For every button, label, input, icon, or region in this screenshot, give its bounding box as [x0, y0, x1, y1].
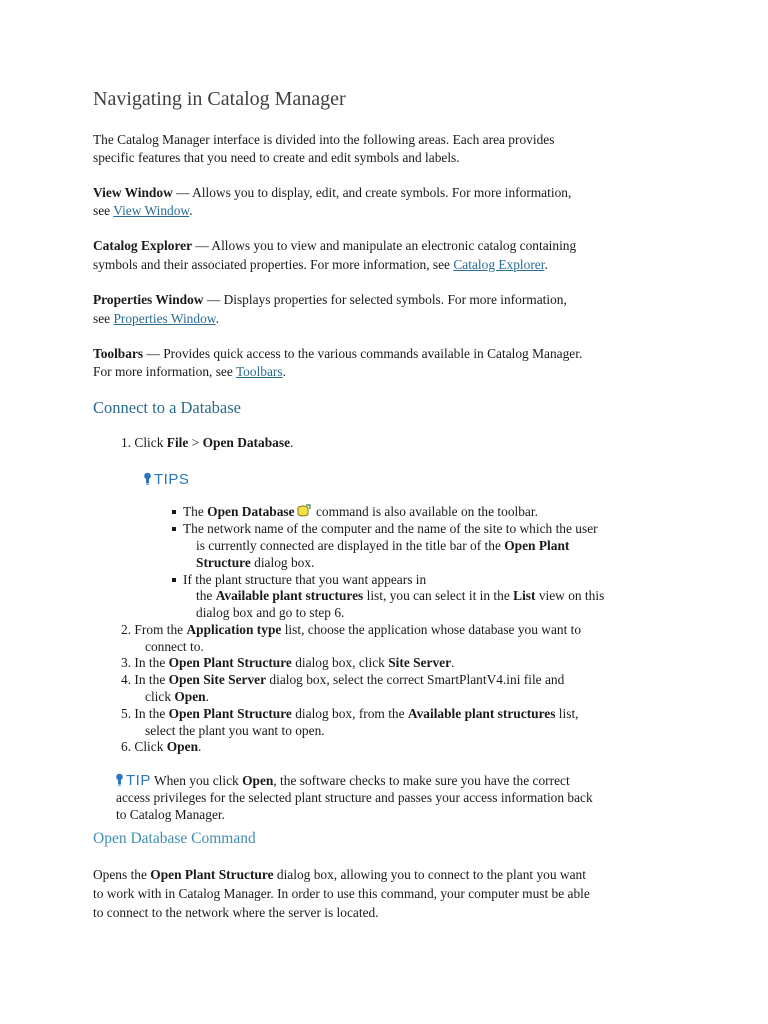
- open-site-server-term: Open Site Server: [168, 672, 267, 687]
- open-plant-term: Open Plant: [504, 538, 570, 553]
- tip-text: If the plant structure that you want appears in: [183, 572, 427, 587]
- step-text: dialog box, click: [291, 655, 389, 670]
- open-database-command-heading: Open Database Command: [93, 830, 256, 847]
- menu-file: File: [166, 435, 189, 450]
- tip-bullet-2-line-3: [196, 554, 314, 572]
- tip-note: [116, 772, 570, 790]
- tip-bullet-2-line-2: [196, 537, 569, 555]
- tip-text: is currently connected are displayed in the title bar of the: [196, 538, 505, 553]
- step-number: 5.: [121, 706, 132, 721]
- lightbulb-icon: [116, 773, 123, 786]
- toolbars-link[interactable]: Toolbars: [235, 364, 283, 379]
- tip-text: view on this: [535, 588, 605, 603]
- tip-bullet-3-line-3: dialog box and go to step 6.: [196, 605, 345, 620]
- view-window-desc: [93, 184, 571, 202]
- tip-text: the: [196, 588, 216, 603]
- step-number: 2.: [121, 622, 132, 637]
- desc-text: — Allows you to display, edit, and create symbols. For more information,: [172, 185, 572, 200]
- more-info-text: see: [93, 311, 114, 326]
- step-1: [121, 434, 293, 452]
- catalog-explorer-link[interactable]: Catalog Explorer: [453, 257, 545, 272]
- toolbars-desc: [93, 345, 582, 363]
- tip-label: TIP: [126, 772, 151, 789]
- site-server-term: Site Server: [388, 655, 452, 670]
- tip-text: list, you can select it in the: [363, 588, 514, 603]
- desc-text: — Displays properties for selected symbols. For more information,: [203, 292, 567, 307]
- catalog-explorer-desc: [93, 237, 576, 255]
- open-database-icon: [297, 504, 311, 518]
- step-text: From the: [134, 622, 187, 637]
- desc-text: — Provides quick access to the various commands available in Catalog Manager.: [143, 346, 583, 361]
- intro-line-2: specific features that you need to create and edit symbols and labels.: [93, 150, 460, 165]
- desc-text: — Allows you to view and manipulate an electronic catalog containing: [192, 238, 577, 253]
- properties-window-more: [93, 310, 219, 328]
- period: .: [189, 203, 193, 218]
- bullet-icon: [172, 527, 176, 531]
- step-text: In the: [134, 706, 169, 721]
- tip-bullet-2: [172, 520, 598, 538]
- list-term: List: [513, 588, 536, 603]
- application-type-term: Application type: [186, 622, 282, 637]
- period: .: [215, 311, 219, 326]
- more-info-text: For more information, see: [93, 364, 236, 379]
- step-3: [121, 654, 454, 672]
- open-db-cmd-line-2: to work with in Catalog Manager. In order to use this command, your computer must be able: [93, 886, 590, 901]
- available-plant-structures-term: Available plant structures: [215, 588, 364, 603]
- bullet-icon: [172, 510, 176, 514]
- period: .: [198, 739, 202, 754]
- tip-text: The: [183, 504, 208, 519]
- page-title: Navigating in Catalog Manager: [93, 88, 346, 110]
- term-view-window: View Window: [93, 185, 173, 200]
- period: .: [290, 435, 294, 450]
- step-text: list,: [555, 706, 579, 721]
- tip-bullet-1: [172, 503, 538, 521]
- step-text: In the: [134, 672, 169, 687]
- tip-note-line-2: access privileges for the selected plant structure and passes your access information back: [116, 790, 593, 805]
- tip-bullet-3-line-2: [196, 587, 604, 605]
- step-text: dialog box, from the: [291, 706, 408, 721]
- bullet-icon: [172, 578, 176, 582]
- step-5: [121, 705, 579, 723]
- tip-text: command is also available on the toolbar.: [312, 504, 538, 519]
- intro-line-1: The Catalog Manager interface is divided into the following areas. Each area provides: [93, 132, 555, 147]
- step-number: 4.: [121, 672, 132, 687]
- step-4-line-2: [145, 688, 209, 706]
- period: .: [205, 689, 209, 704]
- open-term: Open: [166, 739, 199, 754]
- tip-text: The network name of the computer and the name of the site to which the user: [183, 521, 598, 536]
- open-plant-structure-term: Open Plant Structure: [168, 655, 292, 670]
- tip-note-line-3: to Catalog Manager.: [116, 807, 225, 822]
- open-db-cmd-line-3: to connect to the network where the server is located.: [93, 905, 379, 920]
- more-info-text: symbols and their associated properties. For more information, see: [93, 257, 454, 272]
- tips-text: TIPS: [154, 471, 190, 488]
- term-properties-window: Properties Window: [93, 292, 204, 307]
- step-text: Click: [134, 435, 167, 450]
- step-5-line-2: select the plant you want to open.: [145, 723, 325, 738]
- available-plant-structures-term: Available plant structures: [407, 706, 556, 721]
- step-2-line-2: connect to.: [145, 639, 204, 654]
- open-db-cmd-line-1: [93, 866, 586, 884]
- properties-window-link[interactable]: Properties Window: [113, 311, 216, 326]
- step-text: dialog box, select the correct SmartPlantV4.ini file and: [266, 672, 565, 687]
- period: .: [544, 257, 548, 272]
- term-catalog-explorer: Catalog Explorer: [93, 238, 193, 253]
- period: .: [282, 364, 286, 379]
- period: .: [451, 655, 455, 670]
- connect-heading: Connect to a Database: [93, 398, 241, 417]
- step-number: 6.: [121, 739, 132, 754]
- step-text: In the: [134, 655, 169, 670]
- toolbars-more: [93, 363, 286, 381]
- structure-term: Structure: [196, 555, 251, 570]
- step-4: [121, 671, 564, 689]
- step-2: [121, 621, 581, 639]
- term-toolbars: Toolbars: [93, 346, 144, 361]
- open-plant-structure-term: Open Plant Structure: [168, 706, 292, 721]
- step-text: click: [145, 689, 175, 704]
- catalog-explorer-more: [93, 256, 548, 274]
- tip-text: When you click: [150, 773, 243, 788]
- open-plant-structure-term: Open Plant Structure: [150, 867, 274, 882]
- step-number: 1.: [121, 435, 132, 450]
- body-text: Opens the: [93, 867, 151, 882]
- view-window-link[interactable]: View Window: [113, 203, 190, 218]
- step-6: [121, 738, 201, 756]
- open-term: Open: [242, 773, 274, 788]
- properties-window-desc: [93, 291, 567, 309]
- tip-text: , the software checks to make sure you have the correct: [273, 773, 570, 788]
- open-term: Open: [174, 689, 206, 704]
- tip-text: dialog box.: [250, 555, 315, 570]
- step-text: Click: [134, 739, 167, 754]
- separator: >: [188, 435, 203, 450]
- lightbulb-icon: [144, 472, 151, 485]
- step-number: 3.: [121, 655, 132, 670]
- more-info-text: see: [93, 203, 114, 218]
- menu-open-database: Open Database: [202, 435, 291, 450]
- body-text: dialog box, allowing you to connect to the plant you want: [273, 867, 586, 882]
- view-window-more: [93, 202, 193, 220]
- tips-label: [144, 471, 189, 488]
- step-text: list, choose the application whose database you want to: [281, 622, 582, 637]
- open-database-term: Open Database: [207, 504, 295, 519]
